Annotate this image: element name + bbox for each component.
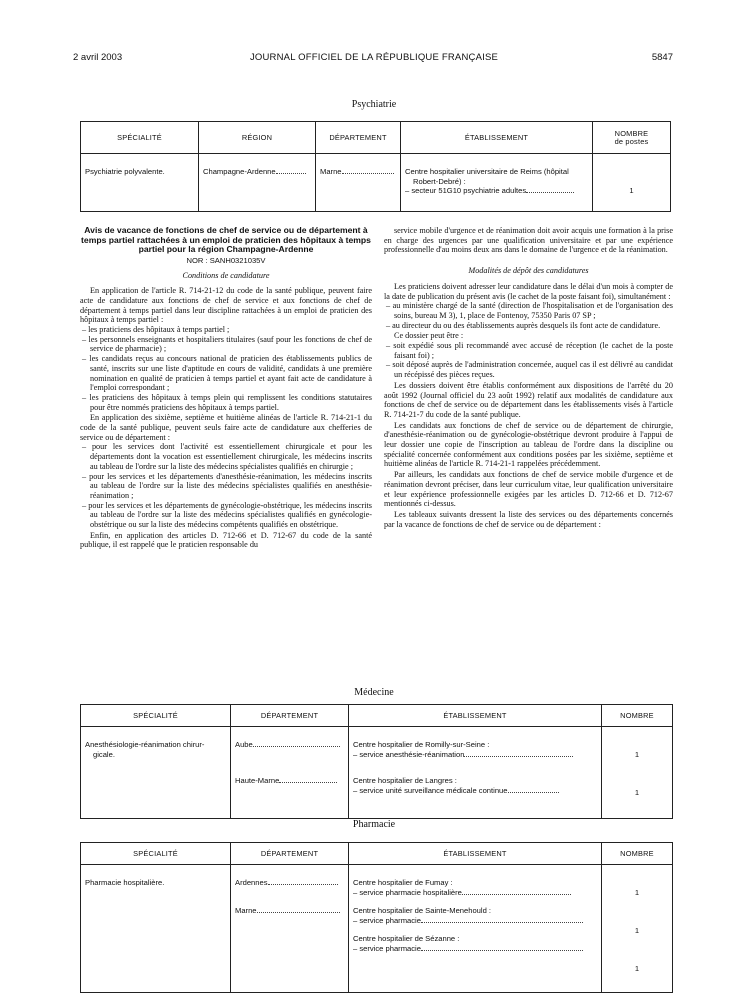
psychiatrie-header-row — [81, 122, 671, 154]
header-page-number: 5847 — [651, 52, 673, 63]
nombre-entry: 1 — [634, 926, 640, 935]
paragraph: En application des sixième, septième et huitième alinéas de l'article R. 714-21-1 du code de la santé publique, peuvent seuls faire acte de candidature aux chefferies de service ou de département : — [80, 413, 372, 442]
pharmacie-title: Pharmacie — [352, 819, 396, 830]
etablissement-entry: Centre hospitalier de Sézanne : – service pharmacie — [353, 934, 597, 962]
col-departement: DÉPARTEMENT — [231, 843, 349, 865]
etablissement-entry: Centre hospitalier de Fumay : – service pharmacie hospitalière — [353, 878, 597, 906]
col-specialite: SPÉCIALITÉ — [81, 122, 199, 154]
avis-nor: NOR : SANH0321035V — [186, 255, 266, 265]
nombre-entry: 1 — [634, 888, 640, 897]
etablissement-entry: Centre hospitalier de Langres : – service unité surveillance médicale continue — [353, 776, 597, 804]
cell-etablissement — [349, 727, 601, 804]
col-etablissement: ÉTABLISSEMENT — [401, 122, 593, 154]
pharmacie-table — [80, 842, 673, 993]
col-specialite: SPÉCIALITÉ — [81, 705, 231, 727]
col-nombre-sub: de postes — [614, 136, 649, 146]
modalites-heading: Modalités de dépôt des candidatures — [468, 266, 589, 276]
header-date: 2 avril 2003 — [73, 52, 123, 63]
avis-left-column — [80, 226, 372, 550]
paragraph: Les candidats aux fonctions de chef de service ou de département de chirurgie, d'anesthésie-réanimation ou de gynécologie-obstétrique devront produire à l'appui de leur dossier une copie de l'inscription au tableau de l'ordre dans la discipline ou spécialité concernée conformément aux conditions posées par les sixième, septième et huitième alinéas de l'article R. 714-21-1 rappelées précédemment. — [384, 420, 673, 469]
list-item: – au directeur du ou des établissements auprès desquels ils font acte de candidature. — [386, 320, 661, 330]
psychiatrie-table — [80, 121, 671, 212]
list-item: – les praticiens des hôpitaux à temps plein qui remplissent les conditions statutaires pour être nommés praticiens des hôpitaux à temps partiel. — [82, 392, 372, 412]
paragraph: Les praticiens doivent adresser leur candidature dans le délai d'un mois à compter de la date de publication du présent avis (le cachet de la poste faisant foi), simultanément : — [384, 281, 673, 301]
table-row — [81, 154, 671, 212]
cell-region: Champagne-Ardenne — [199, 154, 315, 176]
cell-specialite: Psychiatrie polyvalente. — [85, 167, 165, 176]
paragraph: Les tableaux suivants dressent la liste des services ou des départements concernés par la vacance de fonctions de chef de service ou de département : — [384, 509, 673, 529]
list-item: – pour les services et les départements de gynécologie-obstétrique, les médecins inscrits au tableau de l'ordre sur la liste des médecins spécialistes qualifiés en gynécologie-obstétrique ou sur la liste des médecins compétents qualifiés en obstétrique. — [82, 500, 372, 530]
conditions-body — [80, 286, 372, 550]
conditions-heading: Conditions de candidature — [182, 271, 270, 281]
paragraph: En application de l'article R. 714-21-12 du code de la santé publique, peuvent faire acte de candidature aux fonctions de chef de service et aux fonctions de chef de département à temps partiel dans leur discipline rattachées à un emploi de praticien des hôpitaux à temps partiel : — [80, 286, 372, 325]
avis-right-column — [384, 226, 673, 529]
departement-entry: Ardennes — [235, 878, 344, 906]
modalites-body — [384, 282, 673, 530]
list-item: – les personnels enseignants et hospitaliers titulaires (sauf pour les fonctions de chef de service de pharmacie) ; — [82, 334, 372, 354]
cell-nombre — [602, 865, 672, 992]
medecine-table — [80, 704, 673, 819]
col-nombre — [593, 122, 671, 154]
col-etablissement: ÉTABLISSEMENT — [349, 843, 602, 865]
etablissement-entry: Centre hospitalier de Romilly-sur-Seine : – service anesthésie-réanimation — [353, 740, 597, 768]
col-nombre: NOMBRE — [602, 705, 673, 727]
col-etablissement: ÉTABLISSEMENT — [349, 705, 602, 727]
list-item: – soit expédié sous pli recommandé avec accusé de réception (le cachet de la poste faisant foi) ; — [386, 341, 673, 360]
psychiatrie-title: Psychiatrie — [351, 99, 397, 110]
col-departement: DÉPARTEMENT — [231, 705, 349, 727]
list-item: – au ministère chargé de la santé (direction de l'hospitalisation et de l'organisation des soins, bureau M 3), 1, place de Fontenoy, 75350 Paris 07 SP ; — [386, 301, 673, 320]
cell-specialite: Pharmacie hospitalière. — [85, 878, 165, 887]
departement-entry: Aube — [235, 740, 344, 768]
cell-departement — [231, 727, 348, 804]
list-item: – pour les services et les départements d'anesthésie-réanimation, les médecins inscrits au tableau de l'ordre sur la liste des médecins spécialistes qualifiés en anesthésie-réanimation ; — [82, 471, 372, 500]
cell-etablissement: Centre hospitalier universitaire de Reims (hôpital Robert-Debré) : – secteur 51G10 psychiatrie adultes — [401, 154, 592, 196]
nombre-entry: 1 — [634, 788, 640, 797]
paragraph: Les dossiers doivent être établis conformément aux dispositions de l'arrêté du 20 août 1992 (Journal officiel du 23 août 1992) relatif aux modalités de candidature aux fonctions de chef de service ou de département dans les établissements visés à l'article R. 714-21-7 du code de la santé publique. — [384, 380, 673, 419]
list-item: – les praticiens des hôpitaux à temps partiel ; — [82, 325, 230, 334]
col-departement: DÉPARTEMENT — [316, 122, 401, 154]
col-specialite: SPÉCIALITÉ — [81, 843, 231, 865]
table-row — [81, 727, 673, 819]
medecine-header-row — [81, 705, 673, 727]
pharmacie-header-row — [81, 843, 673, 865]
cell-etablissement — [349, 865, 601, 962]
list-item: – pour les services dont l'activité est essentiellement chirurgicale et pour les départements dont la vocation est essentiellement chirurgicale, les médecins inscrits au tableau de l'ordre sur la liste des médecins spécialistes qualifiés en chirurgie ; — [82, 442, 372, 471]
paragraph: Par ailleurs, les candidats aux fonctions de chef de service mobile d'urgence et de réanimation devront préciser, dans leur curriculum vitae, leur qualification universitaire et leur expérience professionnelle exigées par les articles D. 712-66 et D. 712-67 mentionnés ci-dessus. — [384, 470, 673, 509]
list-item: – soit déposé auprès de l'administration concernée, auquel cas il est délivré au candidat un récépissé des pièces reçues. — [386, 360, 673, 380]
cell-departement: Marne — [316, 154, 400, 176]
departement-entry: Marne — [235, 906, 344, 934]
departement-entry — [235, 934, 344, 962]
avis-title: Avis de vacance de fonctions de chef de service ou de département à temps partiel rattachées à un emploi de praticien des hôpitaux à temps partiel pour la région Champagne-Ardenne — [81, 225, 371, 255]
cell-nombre — [602, 727, 672, 816]
cell-departement — [231, 865, 348, 962]
col-region: RÉGION — [199, 122, 316, 154]
departement-entry: Haute-Marne — [235, 776, 344, 804]
paragraph: Ce dossier peut être : — [394, 331, 464, 341]
table-row — [81, 865, 673, 993]
urgence-paragraph: service mobile d'urgence et de réanimation doit avoir acquis une formation à la prise en charge des urgences par une qualification universitaire et par une expérience professionnelle d'au moins deux ans dans le domaine de l'urgence et de la réanimation. — [384, 226, 673, 255]
etablissement-entry: Centre hospitalier de Sainte-Menehould : – service pharmacie — [353, 906, 597, 934]
cell-nombre: 1 — [629, 186, 634, 195]
nombre-entry: 1 — [634, 750, 640, 759]
col-nombre-label: NOMBRE — [614, 128, 649, 138]
header-journal-title: JOURNAL OFFICIEL DE LA RÉPUBLIQUE FRANÇAISE — [249, 52, 499, 63]
nombre-entry: 1 — [634, 964, 640, 973]
page-header — [0, 52, 748, 66]
paragraph: Enfin, en application des articles D. 712-66 et D. 712-67 du code de la santé publique, il est rappelé que le praticien responsable du — [80, 530, 372, 550]
list-item: – les candidats reçus au concours national de praticien des établissements publics de santé, inscrits sur une liste d'aptitude en cours de validité, candidats à une première nomination en qualité de praticien à temps partiel et ayant fait acte de candidature à l'emploi correspondant ; — [82, 354, 372, 393]
cell-specialite: Anesthésiologie-réanimation chirur- gicale. — [85, 740, 205, 759]
medecine-title: Médecine — [354, 687, 394, 698]
col-nombre: NOMBRE — [602, 843, 673, 865]
